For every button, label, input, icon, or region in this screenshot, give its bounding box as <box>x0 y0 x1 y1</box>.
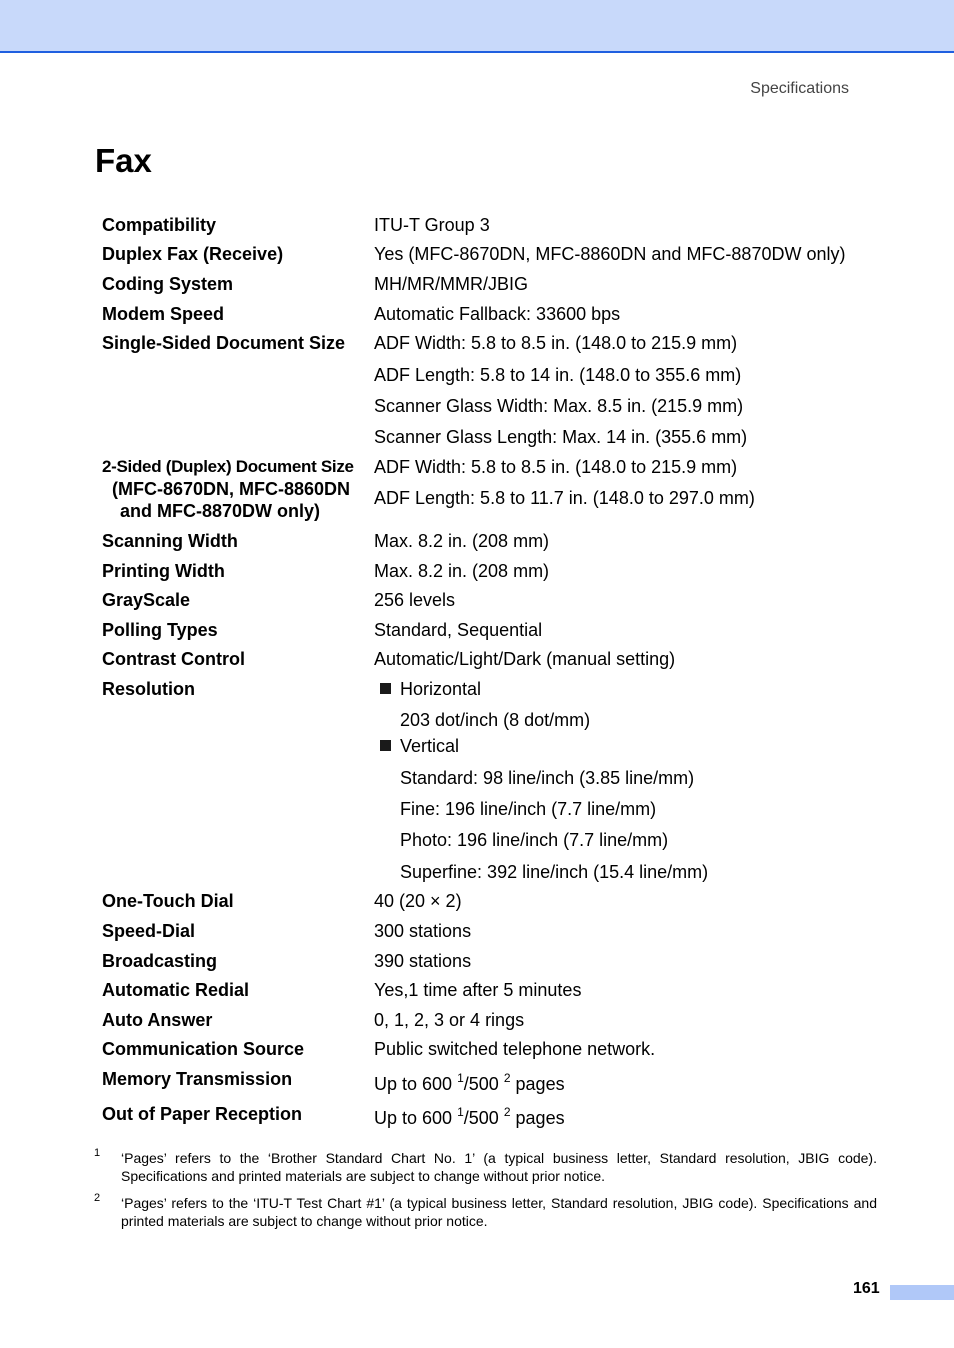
spec-label-automatic-redial: Automatic Redial <box>102 980 250 1000</box>
resolution-horizontal-value: 203 dot/inch (8 dot/mm) <box>400 710 591 730</box>
spec-label-one-touch-dial: One-Touch Dial <box>102 891 234 911</box>
footnote-number-1: 1 <box>94 1147 101 1159</box>
spec-value-automatic-redial: Yes,1 time after 5 minutes <box>374 980 582 1000</box>
spec-label-compatibility: Compatibility <box>102 215 217 235</box>
resolution-vertical-label: Vertical <box>400 736 460 756</box>
header-rule <box>0 51 954 53</box>
spec-label-memory-transmission: Memory Transmission <box>102 1069 293 1089</box>
resolution-vertical-photo: Photo: 196 line/inch (7.7 line/mm) <box>400 830 669 850</box>
footnote-ref-2: 2 <box>503 1105 511 1119</box>
spec-value-auto-answer: 0, 1, 2, 3 or 4 rings <box>374 1010 525 1030</box>
spec-value-coding-system: MH/MR/MMR/JBIG <box>374 274 528 294</box>
out-of-paper-mid: /500 <box>463 1108 499 1128</box>
spec-label-out-of-paper: Out of Paper Reception <box>102 1104 303 1124</box>
page-tab-marker <box>890 1285 954 1300</box>
resolution-vertical-standard: Standard: 98 line/inch (3.85 line/mm) <box>400 768 695 788</box>
spec-value-grayscale: 256 levels <box>374 590 456 610</box>
footnote-ref-2: 2 <box>503 1071 511 1085</box>
spec-value-broadcasting: 390 stations <box>374 951 472 971</box>
spec-label-contrast-control: Contrast Control <box>102 649 245 669</box>
spec-label-scanning-width: Scanning Width <box>102 531 238 551</box>
memory-transmission-mid: /500 <box>463 1074 499 1094</box>
spec-value-speed-dial: 300 stations <box>374 921 472 941</box>
spec-value-printing-width: Max. 8.2 in. (208 mm) <box>374 561 550 581</box>
footnote-ref-1: 1 <box>457 1071 464 1085</box>
spec-value-single-sided-3: Scanner Glass Width: Max. 8.5 in. (215.9 mm) <box>374 396 744 416</box>
spec-label-broadcasting: Broadcasting <box>102 951 218 971</box>
spec-value-modem-speed: Automatic Fallback: 33600 bps <box>374 304 621 324</box>
spec-value-two-sided-2: ADF Length: 5.8 to 11.7 in. (148.0 to 297.0 mm) <box>374 488 755 508</box>
spec-label-grayscale: GrayScale <box>102 590 191 610</box>
section-header: Specifications <box>750 80 849 97</box>
memory-transmission-post: pages <box>515 1074 565 1094</box>
spec-label-two-sided-3: and MFC-8870DW only) <box>120 501 321 521</box>
memory-transmission-pre: Up to 600 <box>374 1074 453 1094</box>
footnote-number-2: 2 <box>94 1192 101 1204</box>
square-bullet-icon <box>380 740 391 751</box>
spec-label-coding-system: Coding System <box>102 274 234 294</box>
page-title: Fax <box>95 142 152 179</box>
spec-label-duplex-fax: Duplex Fax (Receive) <box>102 244 284 264</box>
spec-label-single-sided: Single-Sided Document Size <box>102 333 346 353</box>
spec-label-auto-answer: Auto Answer <box>102 1010 213 1030</box>
spec-value-two-sided-1: ADF Width: 5.8 to 8.5 in. (148.0 to 215.9 mm) <box>374 457 738 477</box>
out-of-paper-post: pages <box>515 1108 565 1128</box>
spec-label-modem-speed: Modem Speed <box>102 304 225 324</box>
square-bullet-icon <box>380 683 391 694</box>
resolution-vertical-fine: Fine: 196 line/inch (7.7 line/mm) <box>400 799 657 819</box>
spec-value-memory-transmission <box>374 1073 565 1095</box>
spec-value-single-sided-4: Scanner Glass Length: Max. 14 in. (355.6 mm) <box>374 427 748 447</box>
spec-label-communication-source: Communication Source <box>102 1039 305 1059</box>
header-band <box>0 0 954 52</box>
spec-value-contrast-control: Automatic/Light/Dark (manual setting) <box>374 649 676 669</box>
spec-label-polling-types: Polling Types <box>102 620 218 640</box>
resolution-horizontal-label: Horizontal <box>400 679 482 699</box>
spec-label-two-sided-2: (MFC-8670DN, MFC-8860DN <box>112 479 351 499</box>
footnote-2: ‘Pages’ refers to the ‘ITU-T Test Chart #1’ (a typical business letter, Standard resolution, JBIG code). Specifications and printed materials are subject to change without prior notice. <box>121 1195 877 1229</box>
spec-label-speed-dial: Speed-Dial <box>102 921 196 941</box>
spec-value-scanning-width: Max. 8.2 in. (208 mm) <box>374 531 550 551</box>
spec-value-single-sided-2: ADF Length: 5.8 to 14 in. (148.0 to 355.6 mm) <box>374 365 742 385</box>
spec-label-printing-width: Printing Width <box>102 561 225 581</box>
footnote-1: ‘Pages’ refers to the ‘Brother Standard Chart No. 1’ (a typical business letter, Standard resolution, JBIG code). Specifications and printed materials are subject to change without prior notice. <box>121 1150 877 1184</box>
spec-value-compatibility: ITU-T Group 3 <box>374 215 490 235</box>
spec-value-duplex-fax: Yes (MFC-8670DN, MFC-8860DN and MFC-8870DW only) <box>374 244 846 264</box>
spec-value-single-sided-1: ADF Width: 5.8 to 8.5 in. (148.0 to 215.9 mm) <box>374 333 738 353</box>
spec-value-communication-source: Public switched telephone network. <box>374 1039 656 1059</box>
resolution-vertical-item <box>380 735 459 757</box>
spec-value-out-of-paper <box>374 1107 565 1129</box>
spec-label-two-sided-1: 2-Sided (Duplex) Document Size <box>102 457 354 476</box>
footnote-ref-1: 1 <box>457 1105 464 1119</box>
resolution-horizontal-item <box>380 678 481 700</box>
spec-label-resolution: Resolution <box>102 679 195 699</box>
page-number: 161 <box>853 1280 880 1297</box>
resolution-vertical-superfine: Superfine: 392 line/inch (15.4 line/mm) <box>400 862 709 882</box>
spec-value-one-touch-dial: 40 (20 × 2) <box>374 891 462 911</box>
spec-value-polling-types: Standard, Sequential <box>374 620 543 640</box>
out-of-paper-pre: Up to 600 <box>374 1108 453 1128</box>
